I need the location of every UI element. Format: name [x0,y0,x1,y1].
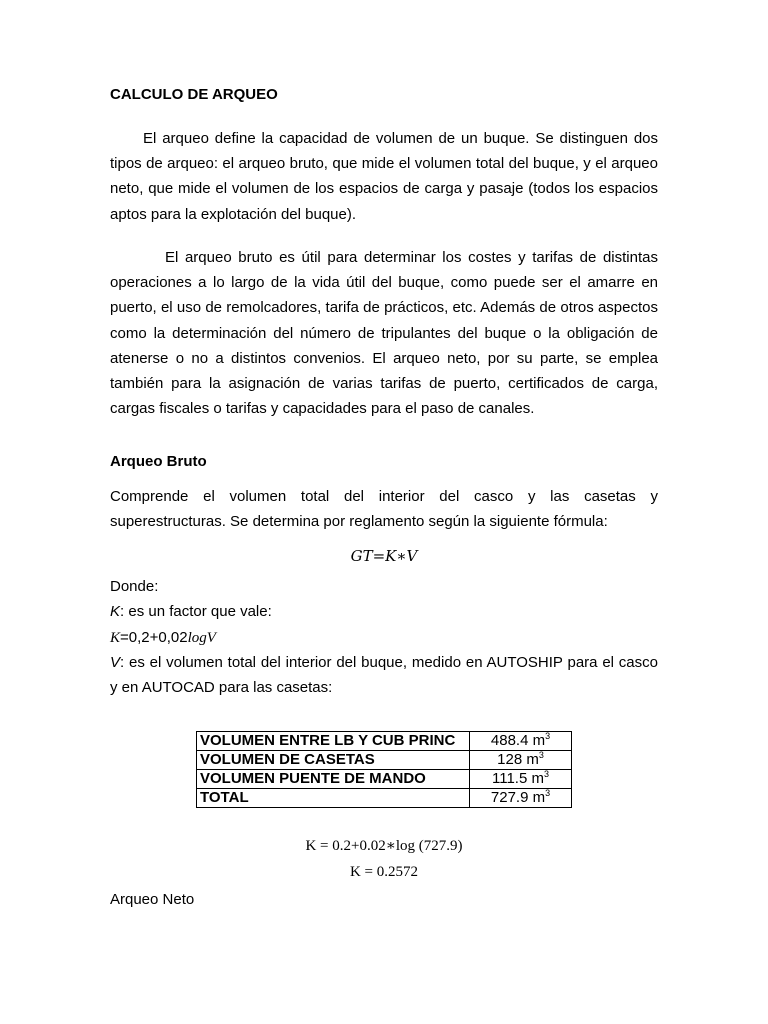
table-cell-value [470,789,572,808]
arqueo-bruto-description: Comprende el volumen total del interior del casco y las casetas y superestructuras. Se determina por reglamento según la siguiente fórmula: [110,488,658,531]
table-row [197,751,572,770]
unit-exponent: 3 [538,750,544,760]
k-formula-log: logV [187,630,216,646]
volume-table [196,731,572,808]
volume-value: 488.4 m [490,732,546,749]
k-definition [110,599,658,624]
table-cell-label: TOTAL [197,789,470,808]
k-formula [110,625,658,651]
table-cell-value [470,751,572,770]
donde-label: Donde: [110,578,159,595]
page-title: CALCULO DE ARQUEO [110,86,278,103]
section-heading-arqueo-bruto: Arqueo Bruto [110,453,207,470]
volume-value: 727.9 m [490,789,546,806]
k-symbol: K [110,603,121,620]
v-definition [110,650,658,700]
volume-value: 128 m [497,751,539,768]
intro-paragraph: El arqueo define la capacidad de volumen de un buque. Se distinguen dos tipos de arqueo: el arqueo bruto, que mide el volumen total del buque, y el arqueo neto, que mide el volumen de los espacios de carga y pasaje (todos los espacios aptos para la explotación del buque). [110,130,658,223]
gt-formula: GT=K∗V [350,547,418,565]
table-cell-label: VOLUMEN PUENTE DE MANDO [197,770,470,789]
v-definition-text: : es el volumen total del interior del buque, medido en AUTOSHIP para el casco y en AUTOCAD para las casetas: [110,654,658,697]
table-row [197,732,572,751]
table-cell-label: VOLUMEN ENTRE LB Y CUB PRINC [197,732,470,751]
section-heading-arqueo-neto: Arqueo Neto [110,891,195,908]
table-cell-label: VOLUMEN DE CASETAS [197,751,470,770]
gross-tonnage-uses-paragraph: El arqueo bruto es útil para determinar los costes y tarifas de distintas operaciones a lo largo de la vida útil del buque, como puede ser el amarre en puerto, el uso de remolcadores, tarifa de prácticos, etc. Además de otros aspectos como la determinación del número de tripulantes del buque o la obligación de atenerse o no a distintos convenios. El arqueo neto, por su parte, se emplea también para la asignación de varias tarifas de puerto, certificados de carga, cargas fiscales o tarifas y capacidades para el paso de canales. [110,249,658,418]
table-row [197,770,572,789]
v-symbol: V [110,654,121,671]
table-cell-value [470,770,572,789]
k-formula-symbol: K [110,630,121,646]
unit-exponent: 3 [543,769,549,779]
k-calculation: K = 0.2+0.02∗log (727.9) [305,838,463,854]
k-result: K = 0.2572 [349,864,419,880]
unit-exponent: 3 [545,731,551,741]
k-definition-text: : es un factor que vale: [120,603,272,620]
volume-value: 111.5 m [492,770,544,787]
unit-exponent: 3 [545,788,551,798]
table-row [197,789,572,808]
table-cell-value [470,732,572,751]
k-formula-constants: =0,2+0,02 [120,629,188,646]
